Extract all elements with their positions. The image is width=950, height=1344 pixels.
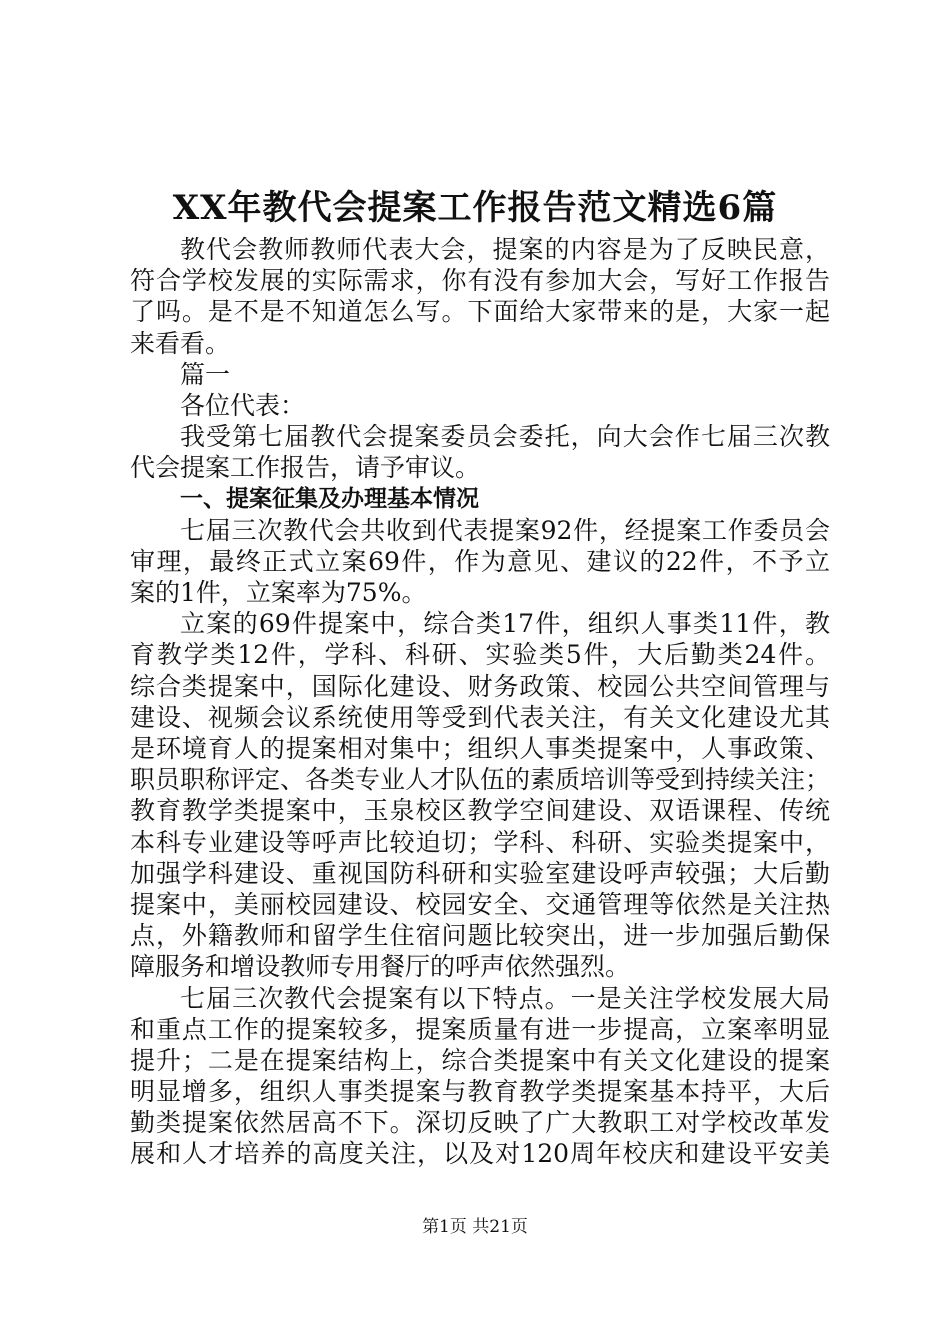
text-line: 教代会教师教师代表大会，提案的内容是为了反映民意， bbox=[180, 235, 830, 264]
section-heading: 一、提案征集及办理基本情况 bbox=[180, 485, 479, 512]
text-line: 符合学校发展的实际需求，你有没有参加大会，写好工作报告 bbox=[130, 266, 830, 296]
text-line: 和重点工作的提案较多，提案质量有进一步提高，立案率明显 bbox=[130, 1014, 830, 1044]
text-line: 加强学科建设、重视国防科研和实验室建设呼声较强；大后勤 bbox=[130, 858, 830, 888]
document-body bbox=[130, 234, 830, 1170]
text-line: 是环境育人的提案相对集中；组织人事类提案中，人事政策、 bbox=[130, 734, 830, 763]
text-line: 我受第七届教代会提案委员会委托，向大会作七届三次教 bbox=[180, 422, 830, 452]
page-footer: 第1页 共21页 bbox=[422, 1217, 528, 1237]
document-title: XX年教代会提案工作报告范文精选6篇 bbox=[172, 188, 778, 228]
salutation: 各位代表： bbox=[180, 390, 306, 420]
text-line: 明显增多，组织人事类提案与教育教学类提案基本持平，大后 bbox=[130, 1077, 830, 1107]
text-line: 教育教学类提案中，玉泉校区教学空间建设、双语课程、传统 bbox=[130, 796, 830, 826]
text-line: 展和人才培养的高度关注，以及对120周年校庆和建设平安美 bbox=[130, 1139, 830, 1169]
text-line: 审理，最终正式立案69件，作为意见、建议的22件，不予立 bbox=[130, 546, 830, 576]
text-line: 立案的69件提案中，综合类17件，组织人事类11件，教 bbox=[180, 609, 830, 639]
text-line: 本科专业建设等呼声比较迫切；学科、科研、实验类提案中， bbox=[130, 827, 830, 857]
text-line: 来看看。 bbox=[130, 328, 231, 358]
text-line: 勤类提案依然居高不下。深切反映了广大教职工对学校改革发 bbox=[130, 1108, 830, 1138]
text-line: 提案中，美丽校园建设、校园安全、交通管理等依然是关注热 bbox=[130, 889, 830, 919]
text-line: 案的1件，立案率为75%。 bbox=[130, 578, 427, 608]
text-line: 七届三次教代会提案有以下特点。一是关注学校发展大局 bbox=[180, 983, 830, 1013]
text-line: 职员职称评定、各类专业人才队伍的素质培训等受到持续关注； bbox=[130, 765, 830, 795]
section-label: 篇一 bbox=[180, 359, 231, 389]
text-line: 障服务和增设教师专用餐厅的呼声依然强烈。 bbox=[130, 952, 631, 982]
text-line: 育教学类12件，学科、科研、实验类5件，大后勤类24件。 bbox=[130, 640, 830, 670]
text-line: 提升；二是在提案结构上，综合类提案中有关文化建设的提案 bbox=[130, 1045, 830, 1075]
text-line: 点，外籍教师和留学生住宿问题比较突出，进一步加强后勤保 bbox=[130, 921, 830, 951]
text-line: 综合类提案中，国际化建设、财务政策、校园公共空间管理与 bbox=[130, 671, 830, 701]
text-line: 建设、视频会议系统使用等受到代表关注，有关文化建设尤其 bbox=[130, 702, 830, 732]
text-line: 七届三次教代会共收到代表提案92件，经提案工作委员会 bbox=[180, 515, 830, 545]
text-line: 了吗。是不是不知道怎么写。下面给大家带来的是，大家一起 bbox=[130, 297, 830, 327]
text-line: 代会提案工作报告，请予审议。 bbox=[130, 453, 481, 483]
